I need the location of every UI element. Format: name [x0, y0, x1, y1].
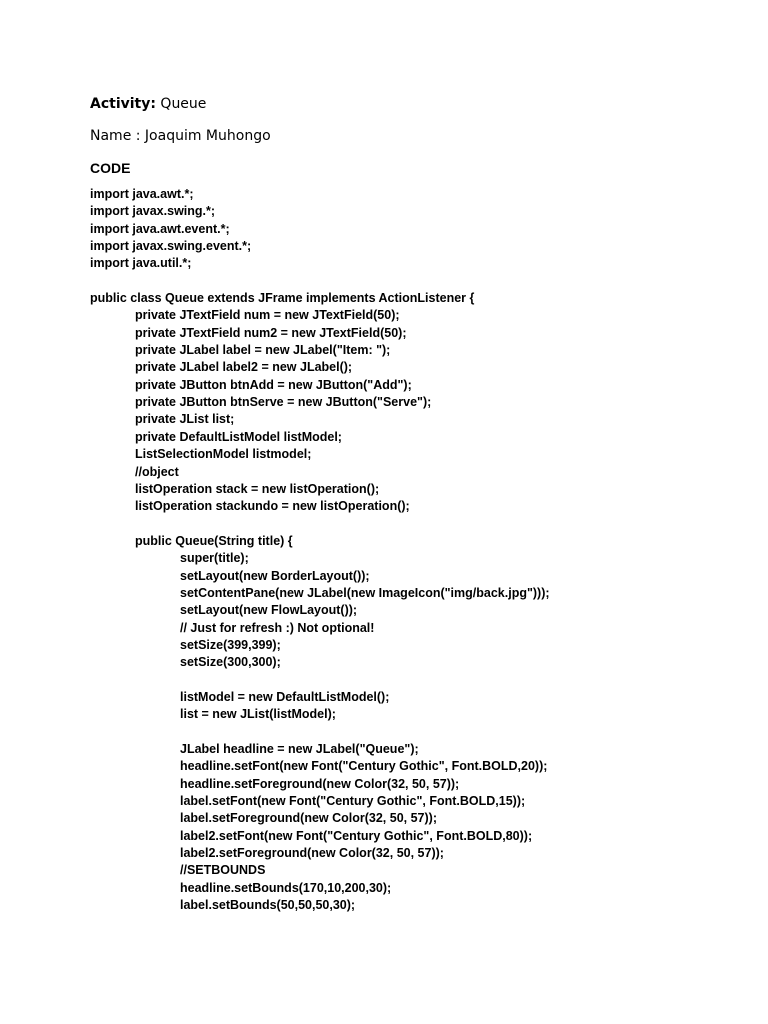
student-name-line: Name : Joaquim Muhongo: [90, 128, 271, 144]
code-line: import javax.swing.event.*;: [90, 239, 252, 254]
code-line: public class Queue extends JFrame implements ActionListener {: [90, 291, 475, 306]
code-line: //SETBOUNDS: [180, 863, 266, 878]
code-line: import java.awt.event.*;: [90, 221, 230, 236]
code-line: [90, 273, 750, 290]
code-line: JLabel headline = new JLabel("Queue");: [180, 742, 419, 756]
code-line: ListSelectionModel listmodel;: [135, 447, 312, 462]
code-line: import java.awt.*;: [90, 187, 194, 201]
code-line: setLayout(new FlowLayout());: [180, 603, 358, 618]
code-line: setContentPane(new JLabel(new ImageIcon("img/back.jpg")));: [180, 585, 550, 600]
code-line: private JButton btnServe = new JButton("Serve");: [135, 395, 432, 410]
code-line: private DefaultListModel listModel;: [135, 429, 342, 444]
code-line: private JList list;: [135, 412, 235, 427]
code-line: [90, 672, 750, 689]
code-line: setSize(399,399);: [180, 637, 281, 652]
activity-label: Activity:: [90, 96, 156, 112]
code-line: super(title);: [180, 551, 249, 566]
code-line: private JButton btnAdd = new JButton("Add");: [135, 377, 412, 392]
code-line: label.setFont(new Font("Century Gothic", Font.BOLD,15));: [180, 794, 526, 809]
code-block: [90, 186, 750, 914]
code-line: setLayout(new BorderLayout());: [180, 568, 370, 583]
code-line: private JLabel label = new JLabel("Item: ");: [135, 343, 391, 358]
code-line: label2.setForeground(new Color(32, 50, 57));: [180, 846, 444, 861]
code-line: headline.setFont(new Font("Century Gothic", Font.BOLD,20));: [180, 759, 548, 774]
code-line: label.setForeground(new Color(32, 50, 57));: [180, 811, 437, 826]
code-heading: CODE: [90, 160, 131, 176]
code-line: label.setBounds(50,50,50,30);: [180, 898, 356, 913]
activity-value: Queue: [155, 96, 207, 112]
code-line: setSize(300,300);: [180, 655, 281, 670]
code-line: headline.setBounds(170,10,200,30);: [180, 880, 392, 895]
code-line: public Queue(String title) {: [135, 533, 293, 548]
code-line: private JLabel label2 = new JLabel();: [135, 360, 353, 375]
code-line: headline.setForeground(new Color(32, 50, 57));: [180, 776, 460, 791]
code-line: list = new JList(listModel);: [180, 707, 336, 722]
code-line: [90, 516, 750, 533]
code-line: listOperation stack = new listOperation();: [135, 481, 380, 496]
code-line: //object: [135, 464, 179, 479]
code-line: listOperation stackundo = new listOperation();: [135, 499, 410, 514]
activity-line: [90, 88, 750, 120]
code-line: private JTextField num = new JTextField(50);: [135, 308, 400, 323]
code-line: import java.util.*;: [90, 256, 192, 271]
code-line: label2.setFont(new Font("Century Gothic", Font.BOLD,80));: [180, 828, 533, 843]
code-line: [90, 724, 750, 741]
code-line: import javax.swing.*;: [90, 204, 216, 219]
code-line: private JTextField num2 = new JTextField(50);: [135, 325, 407, 340]
code-line: listModel = new DefaultListModel();: [180, 689, 390, 704]
document-page: [90, 88, 750, 914]
code-line: // Just for refresh :) Not optional!: [180, 620, 375, 635]
